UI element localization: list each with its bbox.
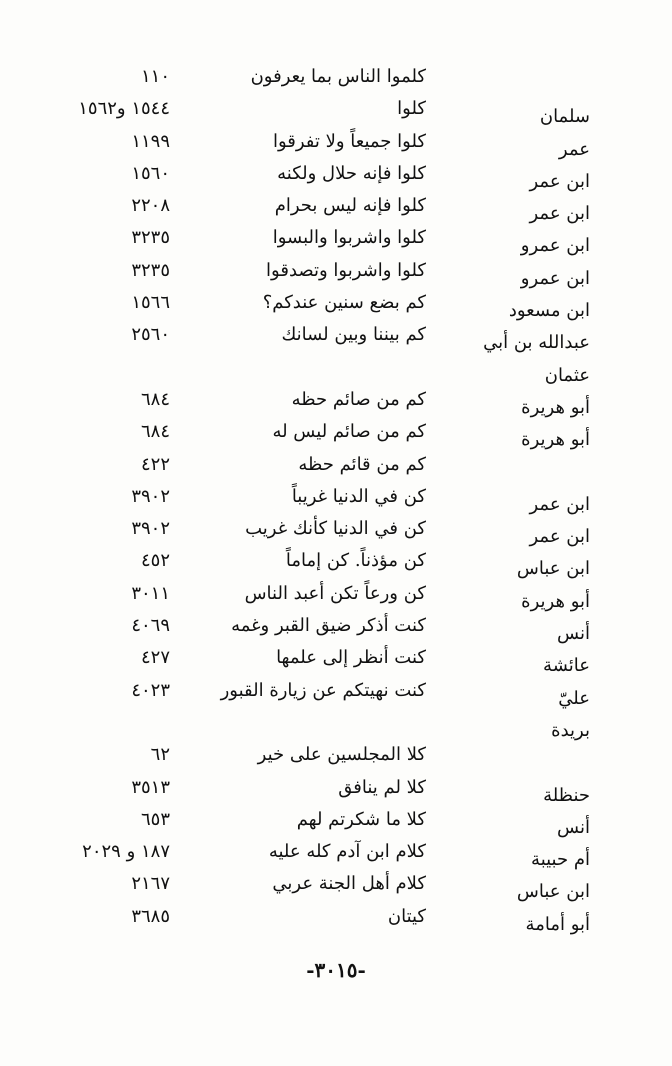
entry-hadith-text: كم من قائم حظه <box>298 453 426 475</box>
entry-narrator: عثمان <box>544 364 590 386</box>
index-entry <box>0 643 672 675</box>
entry-reference-number: ١٥٤٤ و١٥٦٢ <box>78 98 170 120</box>
entry-narrator: عليّ <box>558 687 590 709</box>
entry-hadith-text: كلوا فإنه حلال ولكنه <box>277 162 426 184</box>
entry-reference-number: ٦٨٤ <box>140 388 170 410</box>
entry-reference-number: ١٥٦٠ <box>131 162 170 184</box>
entry-reference-number: ١١٠ <box>140 66 170 87</box>
entry-narrator: أبو هريرة <box>521 396 590 418</box>
index-entry <box>0 353 672 385</box>
entry-narrator: أنس <box>557 816 590 838</box>
entry-narrator: سلمان <box>539 106 590 128</box>
entry-hadith-text: كنت أنظر إلى علمها <box>276 647 426 669</box>
entry-reference-number: ٦٨٤ <box>140 421 170 443</box>
entry-narrator: أبو هريرة <box>521 590 590 612</box>
entry-reference-number: ٣٩٠٢ <box>131 518 170 540</box>
entry-reference-number: ٣٢٣٥ <box>131 227 170 249</box>
entry-hadith-text: كلوا جميعاً ولا تفرقوا <box>272 130 426 152</box>
entry-hadith-text: كنت أذكر ضيق القبر وغمه <box>231 615 426 637</box>
index-entry <box>0 320 672 352</box>
entry-hadith-text: كن في الدنيا كأنك غريب <box>245 518 426 540</box>
entry-reference-number: ٣٦٨٥ <box>131 905 170 927</box>
entry-reference-number: ٣٠١١ <box>131 582 170 604</box>
entry-reference-number: ٣٩٠٢ <box>131 485 170 507</box>
entry-reference-number: ٤٥٢ <box>140 550 170 572</box>
index-entry <box>0 450 672 482</box>
entry-narrator: حنظلة <box>543 784 590 806</box>
index-entry <box>0 62 672 94</box>
index-entry <box>0 385 672 417</box>
entry-narrator: ابن عمر <box>529 203 590 225</box>
entry-reference-number: ١١٩٩ <box>131 130 170 152</box>
entry-narrator: عمر <box>558 138 590 160</box>
entry-narrator: أبو أمامة <box>525 913 590 935</box>
entry-hadith-text: كم من صائم ليس له <box>272 421 426 443</box>
entry-hadith-text: كلوا فإنه ليس بحرام <box>274 195 426 217</box>
entry-hadith-text: كن مؤذناً. كن إماماً <box>285 550 426 572</box>
entry-narrator: ابن عمر <box>529 493 590 515</box>
entry-reference-number: ٤٠٦٩ <box>131 615 170 637</box>
index-entry <box>0 708 672 740</box>
index-entry <box>0 805 672 837</box>
entry-hadith-text: كلوا واشربوا وتصدقوا <box>266 259 426 281</box>
entry-narrator: أم حبيبة <box>531 849 590 871</box>
entry-narrator: أبو هريرة <box>521 429 590 451</box>
index-entries <box>0 62 672 934</box>
entry-hadith-text: كلوا واشربوا والبسوا <box>272 227 426 249</box>
entry-narrator: ابن عمرو <box>520 267 590 289</box>
entry-narrator: ابن عمرو <box>520 235 590 257</box>
entry-hadith-text: كلا لم ينافق <box>338 776 426 798</box>
index-entry <box>0 159 672 191</box>
entry-hadith-text: كلام ابن آدم كله عليه <box>268 841 426 863</box>
entry-narrator: عبدالله بن أبي <box>483 332 590 354</box>
entry-reference-number: ٦٢ <box>150 744 170 766</box>
entry-reference-number: ٢٢٠٨ <box>131 195 170 217</box>
entry-hadith-text: كم بضع سنين عندكم؟ <box>262 292 426 314</box>
index-entry <box>0 902 672 934</box>
entry-reference-number: ٣٢٣٥ <box>131 259 170 281</box>
page-number: -٣٠١٥- <box>306 958 366 982</box>
entry-hadith-text: كلام أهل الجنة عربي <box>272 873 426 895</box>
entry-reference-number: ٤٢٢ <box>140 453 170 475</box>
index-entry <box>0 191 672 223</box>
index-entry <box>0 127 672 159</box>
entry-reference-number: ٤٠٢٣ <box>131 679 170 701</box>
entry-narrator: ابن عمر <box>529 526 590 548</box>
entry-reference-number: ١٥٦٦ <box>131 292 170 314</box>
entry-hadith-text: كن في الدنيا غريباً <box>291 485 426 507</box>
index-entry <box>0 514 672 546</box>
index-entry <box>0 579 672 611</box>
index-entry <box>0 740 672 772</box>
entry-narrator: عائشة <box>543 655 590 677</box>
index-entry <box>0 546 672 578</box>
entry-hadith-text: كنت نهيتكم عن زيارة القبور <box>220 679 426 701</box>
index-entry <box>0 482 672 514</box>
entry-reference-number: ٣٥١٣ <box>131 776 170 798</box>
entry-hadith-text: كلوا <box>397 98 426 120</box>
index-entry <box>0 869 672 901</box>
index-entry <box>0 223 672 255</box>
entry-hadith-text: كلا ما شكرتم لهم <box>296 808 426 830</box>
entry-narrator: بريدة <box>551 719 590 741</box>
index-entry <box>0 773 672 805</box>
entry-narrator: أنس <box>557 623 590 645</box>
entry-narrator: ابن عباس <box>516 558 590 580</box>
entry-narrator: ابن عمر <box>529 170 590 192</box>
index-entry <box>0 837 672 869</box>
index-entry <box>0 256 672 288</box>
entry-reference-number: ٦٥٣ <box>140 808 170 830</box>
entry-narrator: ابن مسعود <box>508 300 590 322</box>
entry-hadith-text: كم بيننا وبين لسانك <box>281 324 426 346</box>
entry-reference-number: ٤٢٧ <box>140 647 170 669</box>
index-entry <box>0 288 672 320</box>
entry-reference-number: ٢١٦٧ <box>131 873 170 895</box>
entry-narrator: ابن عباس <box>516 881 590 903</box>
entry-reference-number: ٢٥٦٠ <box>131 324 170 346</box>
entry-hadith-text: كلموا الناس بما يعرفون <box>250 66 426 87</box>
index-entry <box>0 94 672 126</box>
entry-hadith-text: كلا المجلسين على خير <box>257 744 426 766</box>
index-entry <box>0 611 672 643</box>
index-entry <box>0 417 672 449</box>
entry-hadith-text: كيتان <box>387 905 426 927</box>
entry-hadith-text: كن ورعاً تكن أعبد الناس <box>244 582 426 604</box>
entry-hadith-text: كم من صائم حظه <box>291 388 426 410</box>
entry-reference-number: ١٨٧ و ٢٠٢٩ <box>82 841 170 863</box>
index-entry <box>0 676 672 708</box>
